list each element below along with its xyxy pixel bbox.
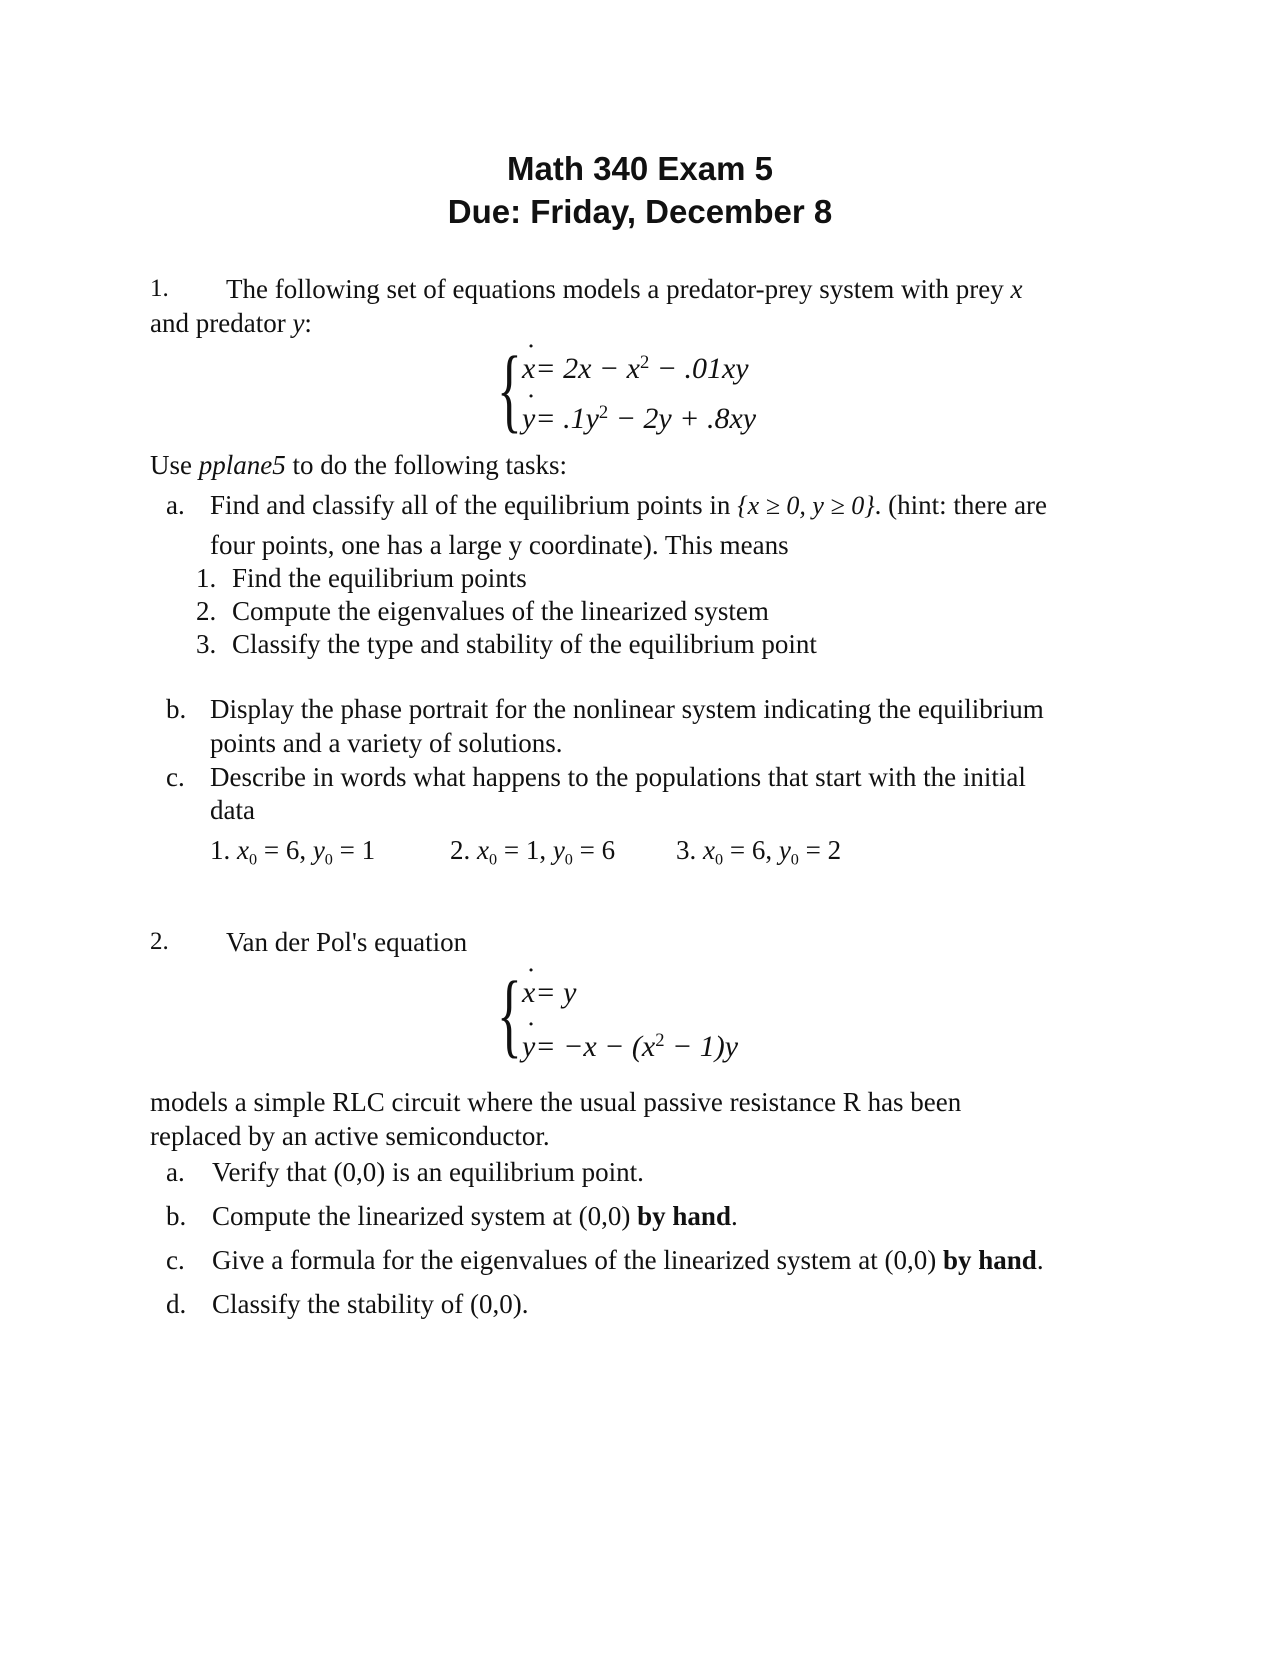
intro-colon: :: [304, 308, 312, 338]
initial-data-1-x0: 6: [285, 835, 300, 865]
problem2-number: 2.: [150, 928, 169, 955]
initial-data-1-y0: 1: [361, 835, 376, 865]
item-1b-line1: Display the phase portrait for the nonlinear system indicating the equilibrium: [210, 694, 1044, 724]
initial-data-2-x0: 1: [525, 835, 540, 865]
initial-data-2-number: 2.: [450, 835, 471, 865]
eq2-rhs-b: − 2y + .8xy: [608, 402, 757, 436]
item-2c-text: [212, 1243, 1044, 1277]
problem1-intro-line1: [226, 272, 1023, 306]
problem2-title: Van der Pol's equation: [226, 927, 468, 957]
item-2a-pre: Verify that: [212, 1157, 327, 1187]
vdp-eq2-rhs-a: = −x − (x: [535, 1030, 656, 1064]
period: .: [730, 1201, 738, 1231]
by-hand-emphasis: by hand: [942, 1245, 1037, 1275]
step-1-text: Find the equilibrium points: [232, 563, 527, 593]
item-1c-label: c.: [166, 762, 185, 792]
vdp-eq1-rhs: = y: [535, 976, 577, 1009]
prey-variable: x: [1010, 274, 1023, 304]
predator-variable: y: [292, 308, 305, 338]
origin-point: (0,0): [333, 1157, 386, 1187]
item-2b-text: [212, 1199, 738, 1233]
eq2-lhs: y ˙: [522, 402, 535, 436]
item-1a-line2: four points, one has a large y coordinate). This means: [210, 530, 789, 560]
item-2d-label: d.: [166, 1289, 187, 1319]
initial-data-2: 2. $x_0 = 1$, $y_0 = 6$: [450, 835, 616, 869]
problem1-intro-line2: [150, 306, 312, 340]
initial-data-3-x0: 6: [751, 835, 766, 865]
item-1b-line2: points and a variety of solutions.: [210, 728, 563, 758]
vdp-eq2-rhs-b: − 1)y: [664, 1030, 739, 1064]
item-2b-pre: Compute the linearized system at: [212, 1201, 572, 1231]
system1-eq2: [522, 402, 756, 436]
origin-point: (0,0): [884, 1245, 937, 1275]
by-hand-emphasis: by hand: [637, 1201, 731, 1231]
use-prefix: Use: [150, 450, 199, 480]
item-1c-line2: data: [210, 795, 255, 825]
system2-eq1: [522, 976, 576, 1010]
problem1-number: 1.: [150, 275, 169, 302]
vdp-eq1-lhs: x ˙: [522, 976, 535, 1010]
period: .: [1036, 1245, 1044, 1275]
item-1c-line1: Describe in words what happens to the populations that start with the initial: [210, 762, 1026, 792]
initial-data-3: 3. $x_0 = 6$, $y_0 = 2$: [676, 835, 842, 869]
item-1a-text: Find and classify all of the equilibrium points in: [210, 490, 731, 520]
initial-data-1-number: 1.: [210, 835, 231, 865]
problem2-desc-line1: models a simple RLC circuit where the usual passive resistance R has been: [150, 1087, 962, 1117]
origin-point: (0,0): [469, 1289, 522, 1319]
item-2a-post: is an equilibrium point.: [391, 1157, 644, 1187]
initial-data-3-number: 3.: [676, 835, 697, 865]
vdp-eq2-exp: 2: [655, 1030, 665, 1051]
period: .: [521, 1289, 529, 1319]
step-2-number: 2.: [196, 596, 217, 626]
intro-text-2: and predator: [150, 308, 286, 338]
system1-eq1: [522, 352, 749, 386]
item-1a-label: a.: [166, 490, 185, 520]
eq1-lhs: x ˙: [522, 352, 535, 386]
item-1a-hint: . (hint: there are: [874, 490, 1048, 520]
eq1-exp: 2: [639, 352, 650, 373]
item-2c-label: c.: [166, 1245, 185, 1275]
step-3-number: 3.: [196, 629, 217, 659]
eq2-rhs-a: = .1y: [535, 402, 599, 436]
item-2c-pre: Give a formula for the eigenvalues of the linearized system at: [212, 1245, 878, 1275]
item-2d-pre: Classify the stability of: [212, 1289, 464, 1319]
item-2a-text: [212, 1155, 644, 1189]
step-3-text: Classify the type and stability of the equilibrium point: [232, 629, 817, 659]
system2-eq2: [522, 1030, 738, 1064]
eq1-rhs-a: = 2x − x: [535, 352, 640, 386]
system2-brace: {: [497, 963, 522, 1067]
eq2-exp: 2: [598, 402, 609, 423]
item-1b-label: b.: [166, 694, 187, 724]
use-instructions: [150, 448, 567, 482]
page-title: Math 340 Exam 5: [507, 150, 773, 187]
system1-brace: {: [497, 338, 522, 442]
item-1a-line1: [210, 488, 1047, 523]
origin-point: (0,0): [578, 1201, 631, 1231]
step-1-number: 1.: [196, 563, 217, 593]
item-2b-label: b.: [166, 1201, 187, 1231]
problem2-desc-line2: replaced by an active semiconductor.: [150, 1121, 550, 1151]
domain-set: {x ≥ 0, y ≥ 0}: [737, 491, 875, 520]
eq1-rhs-b: − .01xy: [649, 352, 749, 386]
tool-name: pplane5: [198, 450, 286, 480]
item-2a-label: a.: [166, 1157, 185, 1187]
due-date: Due: Friday, December 8: [447, 193, 833, 230]
use-suffix: to do the following tasks:: [285, 450, 567, 480]
initial-data-1: 1. $x_0 = 6$, $y_0 = 1$: [210, 835, 376, 869]
item-2d-text: [212, 1287, 528, 1321]
initial-data-2-y0: 6: [601, 835, 616, 865]
intro-text: The following set of equations models a predator-prey system with prey: [226, 274, 1004, 304]
initial-data-3-y0: 2: [827, 835, 842, 865]
step-2-text: Compute the eigenvalues of the linearized system: [232, 596, 769, 626]
vdp-eq2-lhs: y ˙: [522, 1030, 535, 1064]
